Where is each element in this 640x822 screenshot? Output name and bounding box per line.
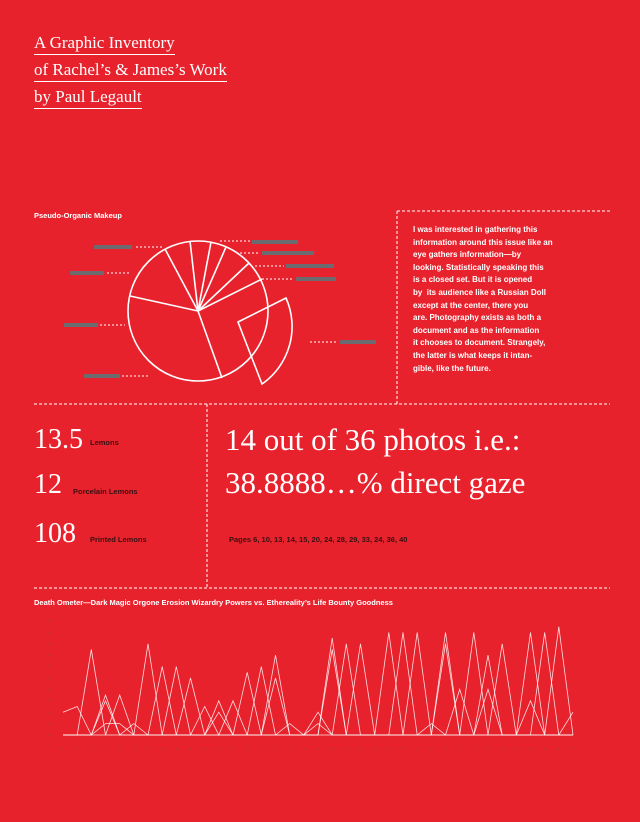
y-tick: [48, 734, 50, 736]
x-tick: [147, 748, 149, 750]
paragraph-line: is a closed set. But it is opened: [413, 275, 533, 285]
x-tick: [445, 748, 447, 750]
pages-list: Pages 6, 10, 13, 14, 15, 20, 24, 28, 29, 33, 24, 36, 40: [229, 535, 408, 544]
chart-series-line: [63, 632, 573, 735]
x-tick: [473, 748, 475, 750]
title-line-3: by Paul Legault: [34, 88, 142, 109]
lemon-count: 13.5: [34, 424, 83, 455]
x-tick: [487, 748, 489, 750]
x-tick: [430, 748, 432, 750]
y-tick: [48, 654, 50, 656]
y-tick: [48, 711, 50, 713]
x-tick: [416, 748, 418, 750]
line-chart-title: Death Ometer—Dark Magic Orgone Erosion Wizardry Powers vs. Ethereality’s Life Bounty Goodness: [34, 598, 393, 607]
y-tick: [48, 677, 50, 679]
chart-series-line: [63, 650, 573, 736]
legend-bar: [252, 240, 298, 244]
x-tick: [62, 748, 64, 750]
x-tick: [218, 748, 220, 750]
x-tick: [232, 748, 234, 750]
paragraph-line: the latter is what keeps it intan-: [413, 350, 533, 360]
x-tick: [345, 748, 347, 750]
x-tick: [161, 748, 163, 750]
x-tick: [388, 748, 390, 750]
legend-bar: [296, 277, 336, 281]
legend-bar: [64, 323, 98, 327]
porcelain-lemon-count: 12: [34, 469, 62, 500]
paragraph-line: are. Photography exists as both a: [413, 313, 542, 323]
x-tick: [402, 748, 404, 750]
porcelain-lemon-label: Porcelain Lemons: [73, 487, 138, 496]
intro-paragraph: [413, 224, 598, 375]
y-tick: [48, 700, 50, 702]
x-tick: [204, 748, 206, 750]
lemon-label: Lemons: [90, 438, 119, 447]
y-tick: [48, 643, 50, 645]
x-tick: [572, 748, 574, 750]
x-tick: [331, 748, 333, 750]
pie-exploded-slice: [238, 298, 292, 384]
legend-bar: [286, 264, 334, 268]
title-line-2: of Rachel’s & James’s Work: [34, 61, 227, 82]
x-tick: [530, 748, 532, 750]
photos-stat-line-1: 14 out of 36 photos i.e.:: [225, 422, 521, 457]
line-chart: [48, 620, 574, 750]
legend-bar: [94, 245, 132, 249]
pie-slice-line: [198, 247, 226, 311]
x-tick: [515, 748, 517, 750]
paragraph-line: eye gathers information—by: [413, 250, 522, 260]
x-tick: [260, 748, 262, 750]
paragraph-line: except at the center, there you: [413, 300, 529, 310]
pie-slice-line: [165, 249, 198, 311]
paragraph-line: information around this issue like an: [413, 237, 553, 247]
x-tick: [360, 748, 362, 750]
pie-slice-line: [190, 241, 198, 311]
y-tick: [48, 666, 50, 668]
pie-section-label: Pseudo-Organic Makeup: [34, 211, 122, 220]
x-tick: [558, 748, 560, 750]
x-tick: [374, 748, 376, 750]
legend-bar: [84, 374, 120, 378]
printed-lemon-count: 108: [34, 518, 76, 549]
x-tick: [289, 748, 291, 750]
title-line-1: A Graphic Inventory: [34, 34, 175, 55]
printed-lemon-label: Printed Lemons: [90, 535, 147, 544]
x-tick: [76, 748, 78, 750]
x-tick: [317, 748, 319, 750]
x-tick: [105, 748, 107, 750]
paragraph-line: document and as the information: [413, 325, 540, 335]
x-tick: [275, 748, 277, 750]
x-tick: [501, 748, 503, 750]
x-tick: [459, 748, 461, 750]
legend-bar: [340, 340, 376, 344]
paragraph-line: looking. Statistically speaking this: [413, 262, 544, 272]
legend-bar: [70, 271, 104, 275]
x-tick: [190, 748, 192, 750]
y-tick: [48, 631, 50, 633]
paragraph-line: it chooses to document. Strangely,: [413, 338, 546, 348]
pie-slice-line: [198, 279, 262, 311]
x-tick: [90, 748, 92, 750]
x-tick: [175, 748, 177, 750]
pie-slice-line: [198, 311, 222, 378]
y-tick: [48, 723, 50, 725]
paragraph-line: I was interested in gathering this: [413, 225, 538, 234]
legend-bar: [262, 251, 314, 255]
y-tick: [48, 688, 50, 690]
x-tick: [246, 748, 248, 750]
pie-slice-line: [130, 296, 198, 311]
x-tick: [544, 748, 546, 750]
x-tick: [303, 748, 305, 750]
x-tick: [119, 748, 121, 750]
paragraph-line: by its audience like a Russian Doll: [413, 287, 546, 297]
chart-series-line: [63, 627, 573, 735]
chart-series-line: [63, 632, 573, 735]
pie-chart: [128, 241, 292, 384]
photos-stat-line-2: 38.8888…% direct gaze: [225, 465, 526, 500]
paragraph-line: gible, like the future.: [413, 363, 491, 373]
y-tick: [48, 620, 50, 622]
x-tick: [133, 748, 135, 750]
